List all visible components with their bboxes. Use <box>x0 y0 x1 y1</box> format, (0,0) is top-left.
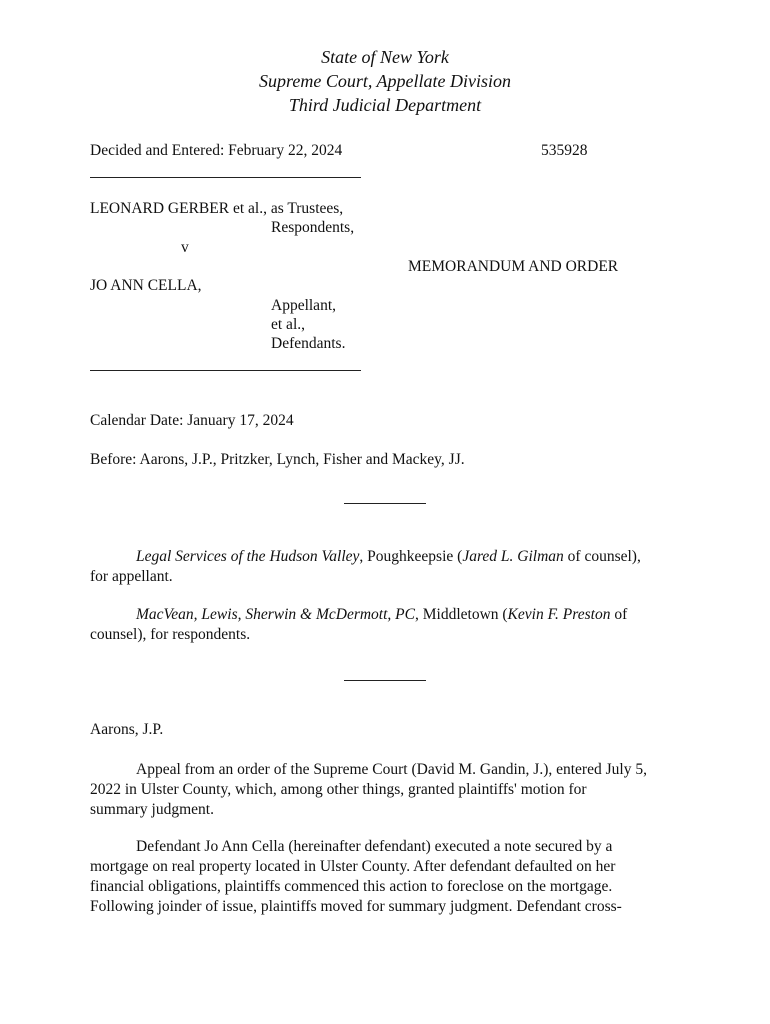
opinion-author: Aarons, J.P. <box>90 721 164 738</box>
section-divider-1 <box>344 503 426 504</box>
defendant-role-etal: et al., <box>271 316 305 333</box>
caption-rule-bottom <box>90 370 361 371</box>
panel-before: Before: Aarons, J.P., Pritzker, Lynch, Fisher and Mackey, JJ. <box>90 451 465 468</box>
plaintiff-name: LEONARD GERBER et al., as Trustees, <box>90 200 344 217</box>
appellant-attorney: Jared L. Gilman <box>462 548 564 565</box>
court-header <box>0 45 770 117</box>
defendant-role-appellant: Appellant, <box>271 297 336 314</box>
respondent-firm: MacVean, Lewis, Sherwin & McDermott, PC <box>136 606 415 623</box>
document-type: MEMORANDUM AND ORDER <box>408 258 619 275</box>
defendant-name: JO ANN CELLA, <box>90 277 202 294</box>
court-state: State of New York <box>321 47 449 67</box>
court-name: Supreme Court, Appellate Division <box>259 71 511 91</box>
decided-date: Decided and Entered: February 22, 2024 <box>90 142 343 159</box>
respondent-attorney: Kevin F. Preston <box>507 606 611 623</box>
body-paragraph-2: Defendant Jo Ann Cella (hereinafter defendant) executed a note secured by a mortgage on real property located in Ulster County. After defendant defaulted on her financial obligations, plaintiffs commenced this action to foreclose on the mortgage. Following joinder of issue, plaintiffs moved for summary judgment. Defendant cross- <box>90 838 622 915</box>
plaintiff-role: Respondents, <box>271 219 355 236</box>
docket-number: 535928 <box>541 142 588 159</box>
respondent-counsel: MacVean, Lewis, Sherwin & McDermott, PC, Middletown (Kevin F. Preston of counsel), for respondents. <box>90 606 628 643</box>
appellant-counsel: Legal Services of the Hudson Valley, Poughkeepsie (Jared L. Gilman of counsel), for appellant. <box>90 548 641 585</box>
court-department: Third Judicial Department <box>288 95 482 115</box>
caption-rule-top <box>90 177 361 178</box>
body-paragraph-1: Appeal from an order of the Supreme Court (David M. Gandin, J.), entered July 5, 2022 in Ulster County, which, among other things, granted plaintiffs' motion for summary judgment. <box>90 761 647 818</box>
section-divider-2 <box>344 680 426 681</box>
versus: v <box>181 239 189 256</box>
defendant-role-defendants: Defendants. <box>271 335 346 352</box>
calendar-date: Calendar Date: January 17, 2024 <box>90 412 294 429</box>
appellant-firm: Legal Services of the Hudson Valley <box>136 548 360 565</box>
